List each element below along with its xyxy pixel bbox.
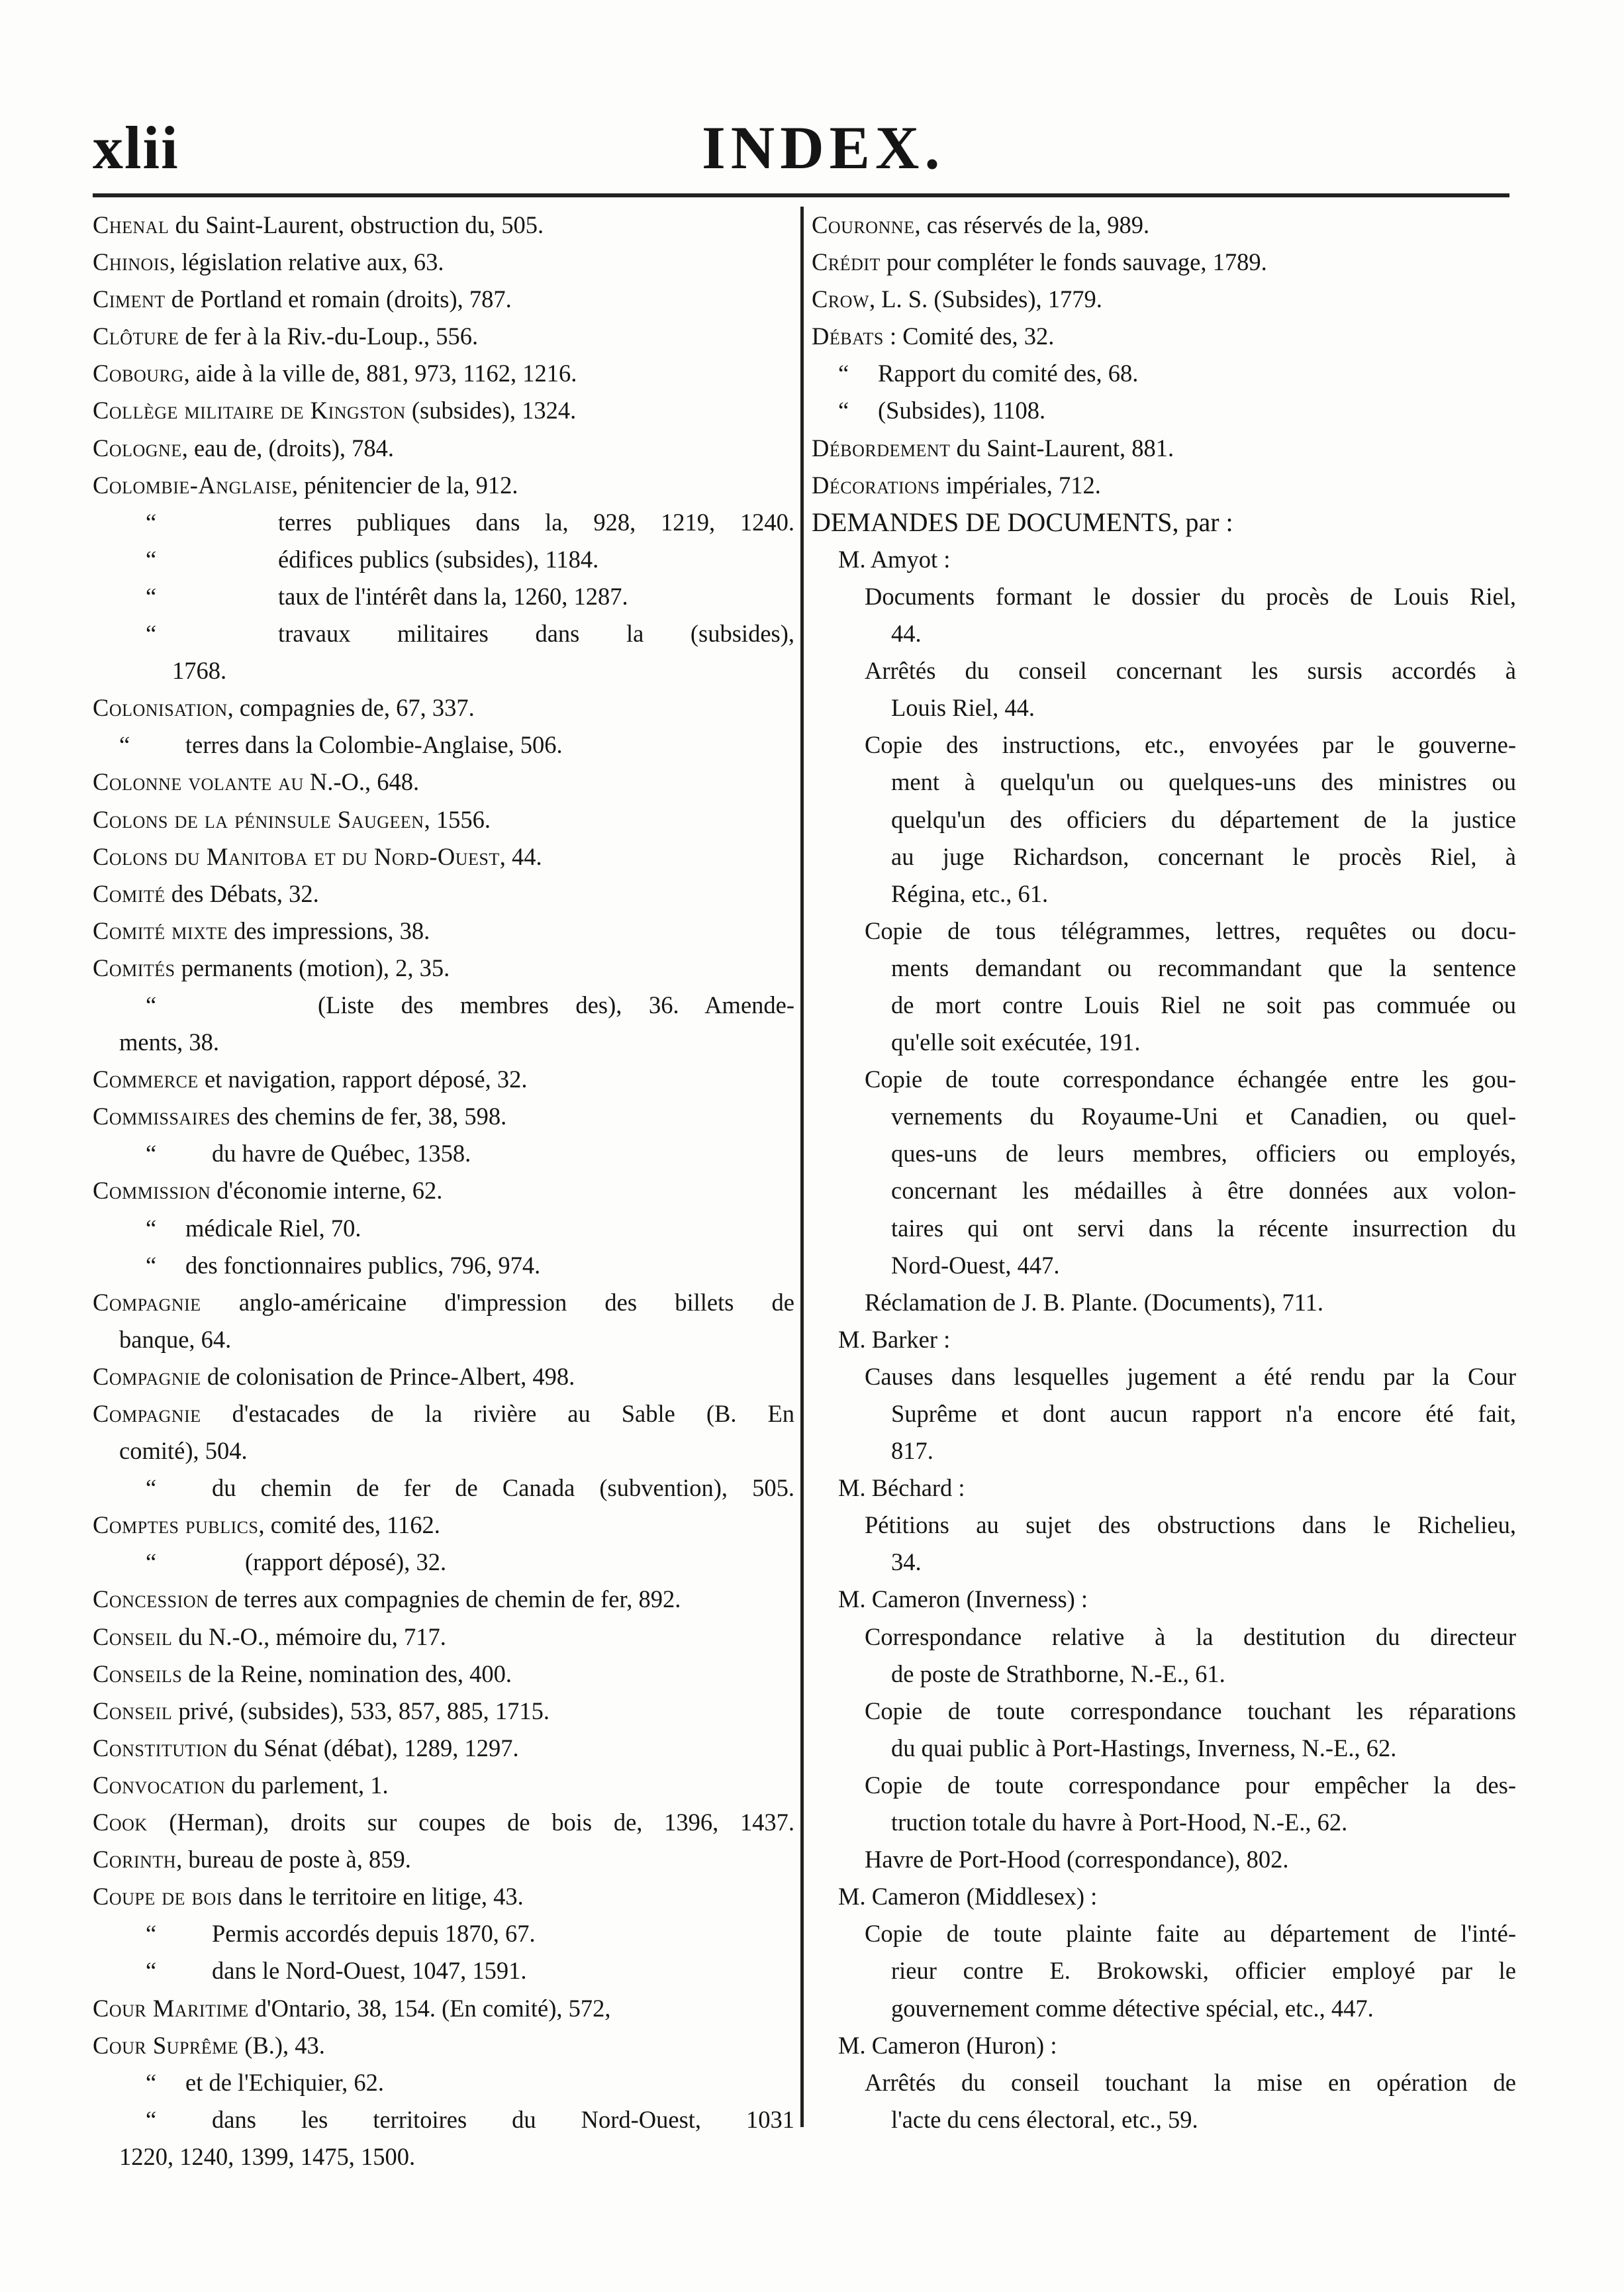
index-entry	[812, 764, 1516, 801]
index-entry	[93, 1135, 794, 1172]
index-entry	[812, 355, 1516, 392]
index-entry	[93, 392, 794, 429]
index-entry	[93, 355, 794, 392]
entry-text: , cas réservés de la, 989.	[914, 211, 1150, 238]
index-entry	[812, 1135, 1516, 1172]
index-entry	[812, 1507, 1516, 1544]
entry-text: du N.-O., mémoire du, 717.	[172, 1622, 446, 1650]
entry-keyword: Colonisation	[93, 694, 228, 722]
entry-text: de terres aux compagnies de chemin de fer, 892.	[209, 1585, 681, 1613]
index-entry	[93, 1358, 794, 1395]
entry-text: : Comité des, 32.	[883, 323, 1055, 350]
entry-text: de la Reine, nomination des, 400.	[182, 1660, 512, 1687]
index-entry	[93, 913, 794, 950]
index-entry	[93, 689, 794, 726]
entry-text: anglo-américaine d'impression des billets de	[201, 1288, 794, 1316]
index-entry	[93, 1619, 794, 1656]
index-entry	[812, 875, 1516, 913]
index-entry	[812, 467, 1516, 504]
index-entry	[812, 1284, 1516, 1321]
entry-text: qu'elle soit exécutée, 191.	[891, 1028, 1141, 1056]
entry-text: Correspondance relative à la destitution du directeur	[865, 1622, 1516, 1650]
entry-text: taux de l'intérêt dans la, 1260, 1287.	[278, 582, 628, 610]
entry-text: Copie de toute correspondance échangée entre les gou-	[865, 1066, 1516, 1093]
entry-text: , 44.	[499, 842, 542, 870]
index-entry	[812, 1544, 1516, 1581]
index-column-left	[93, 207, 794, 2175]
entry-keyword: Comités	[93, 954, 175, 981]
entry-text: privé, (subsides), 533, 857, 885, 1715.	[172, 1697, 550, 1724]
column-divider	[800, 207, 804, 2127]
index-entry	[93, 578, 794, 615]
entry-text: Havre de Port-Hood (correspondance), 802.	[865, 1846, 1289, 1873]
entry-text: gouvernement comme détective spécial, etc., 447.	[891, 1994, 1374, 2022]
index-entry	[812, 801, 1516, 838]
page-title: INDEX.	[702, 114, 945, 181]
ditto-mark: “	[146, 991, 157, 1019]
index-entry	[93, 1878, 794, 1915]
index-entry	[812, 1321, 1516, 1358]
entry-keyword: Commissaires	[93, 1103, 231, 1130]
index-entry	[812, 281, 1516, 318]
entry-text: édifices publics (subsides), 1184.	[278, 545, 599, 573]
index-entry	[812, 1915, 1516, 1952]
entry-text: N.-O., 648.	[303, 768, 420, 796]
entry-text: M. Barker :	[838, 1325, 951, 1353]
ditto-mark: “	[146, 1957, 157, 1985]
index-entry	[93, 1321, 794, 1358]
entry-text: M. Amyot :	[838, 545, 951, 573]
ditto-mark: “	[146, 2105, 157, 2133]
entry-text: , comité des, 1162.	[258, 1511, 440, 1539]
entry-text: ments, 38.	[119, 1028, 220, 1056]
entry-text: d'Ontario, 38, 154. (En comité), 572,	[248, 1994, 611, 2022]
ditto-mark: “	[146, 1214, 157, 1242]
ditto-mark: “	[146, 1251, 157, 1279]
entry-keyword: Commission	[93, 1177, 211, 1205]
entry-text: Arrêtés du conseil concernant les sursis accordés à	[865, 657, 1516, 685]
index-entry	[812, 244, 1516, 281]
ditto-mark: “	[119, 731, 130, 759]
entry-text: rieur contre E. Brokowski, officier employé par le	[891, 1957, 1516, 1985]
index-entry	[812, 1247, 1516, 1284]
index-entry	[93, 2101, 794, 2138]
ditto-mark: “	[146, 1920, 157, 1948]
entry-text: impériales, 712.	[939, 471, 1101, 499]
entry-text: M. Cameron (Inverness) :	[838, 1585, 1088, 1613]
index-entry	[93, 1693, 794, 1730]
entry-text: , 1556.	[424, 805, 491, 833]
entry-text: ment à quelqu'un ou quelques-uns des ministres ou	[891, 768, 1516, 796]
index-entry	[812, 1656, 1516, 1693]
entry-keyword: Colombie-Anglaise	[93, 471, 293, 499]
index-entry	[812, 1358, 1516, 1395]
index-entry	[812, 652, 1516, 689]
entry-text: 1220, 1240, 1399, 1475, 1500.	[119, 2142, 416, 2170]
ditto-mark: “	[146, 620, 157, 648]
ditto-mark: “	[146, 1548, 157, 1576]
entry-keyword: Débordement	[812, 434, 951, 462]
entry-keyword: Collège militaire de Kingston	[93, 397, 406, 424]
index-entry	[93, 2027, 794, 2064]
index-entry	[93, 1210, 794, 1247]
page-number: xlii	[93, 114, 179, 181]
index-entry	[812, 1470, 1516, 1507]
index-entry	[93, 244, 794, 281]
entry-keyword: Colons du Manitoba et du Nord-Ouest	[93, 842, 500, 870]
entry-keyword: Colonne volante au	[93, 768, 304, 796]
index-entry	[93, 318, 794, 355]
entry-text: taires qui ont servi dans la récente insurrection du	[891, 1214, 1516, 1242]
index-entry	[812, 1061, 1516, 1098]
index-entry	[93, 764, 794, 801]
entry-keyword: Compagnie	[93, 1288, 201, 1316]
index-entry	[93, 801, 794, 838]
index-entry	[812, 2027, 1516, 2064]
entry-keyword: Convocation	[93, 1771, 226, 1799]
index-entry	[93, 541, 794, 578]
entry-keyword: Cologne	[93, 434, 182, 462]
index-entry	[812, 726, 1516, 764]
entry-keyword: Cour Maritime	[93, 1994, 249, 2022]
entry-keyword: Cook	[93, 1809, 148, 1836]
entry-text: Copie de toute correspondance touchant les réparations	[865, 1697, 1516, 1724]
index-entry	[93, 1581, 794, 1618]
entry-text: pour compléter le fonds sauvage, 1789.	[880, 248, 1267, 276]
index-entry	[93, 1432, 794, 1470]
entry-text: d'économie interne, 62.	[211, 1177, 443, 1205]
entry-text: (Herman), droits sur coupes de bois de, 1396, 1437.	[147, 1809, 794, 1836]
entry-text: du quai public à Port-Hastings, Inverness, N.-E., 62.	[891, 1734, 1397, 1762]
entry-text: comité), 504.	[119, 1437, 248, 1465]
entry-text: dans le Nord-Ouest, 1047, 1591.	[212, 1957, 527, 1985]
index-entry	[812, 1619, 1516, 1656]
index-entry	[93, 430, 794, 467]
index-entry	[812, 1581, 1516, 1618]
entry-text: de mort contre Louis Riel ne soit pas commuée ou	[891, 991, 1516, 1019]
index-entry	[812, 1210, 1516, 1247]
index-entry	[812, 1024, 1516, 1061]
entry-text: Louis Riel, 44.	[891, 694, 1035, 722]
entry-text: Nord-Ouest, 447.	[891, 1251, 1060, 1279]
entry-text: , eau de, (droits), 784.	[181, 434, 395, 462]
entry-text: , compagnies de, 67, 337.	[227, 694, 475, 722]
index-entry	[812, 1693, 1516, 1730]
index-entry	[93, 652, 794, 689]
entry-text: des fonctionnaires publics, 796, 974.	[185, 1251, 541, 1279]
entry-keyword: Comptes publics	[93, 1511, 259, 1539]
entry-keyword: Compagnie	[93, 1362, 201, 1390]
index-entry	[93, 1284, 794, 1321]
index-entry	[812, 838, 1516, 875]
entry-text: de colonisation de Prince-Albert, 498.	[201, 1362, 575, 1390]
entry-keyword: Coupe de bois	[93, 1883, 232, 1911]
entry-text: (rapport déposé), 32.	[245, 1548, 447, 1576]
index-entry	[93, 1395, 794, 1432]
index-entry	[93, 2138, 794, 2175]
index-entry	[93, 1247, 794, 1284]
entry-text: vernements du Royaume-Uni et Canadien, ou quel-	[891, 1103, 1516, 1130]
entry-keyword: Comité mixte	[93, 917, 228, 944]
entry-keyword: Corinth	[93, 1846, 177, 1873]
entry-text: de fer à la Riv.-du-Loup., 556.	[179, 323, 479, 350]
index-entry	[93, 1098, 794, 1135]
index-entry	[93, 1841, 794, 1878]
index-entry	[93, 207, 794, 244]
entry-text: Régina, etc., 61.	[891, 879, 1049, 907]
index-entry	[812, 689, 1516, 726]
entry-text: du havre de Québec, 1358.	[212, 1140, 471, 1168]
entry-text: Permis accordés depuis 1870, 67.	[212, 1920, 536, 1948]
entry-text: , législation relative aux, 63.	[169, 248, 444, 276]
index-entry	[93, 1990, 794, 2027]
index-column-right	[812, 207, 1516, 2138]
entry-text: des Débats, 32.	[165, 879, 319, 907]
entry-keyword: Crédit	[812, 248, 881, 276]
entry-text: truction totale du havre à Port-Hood, N.-E., 62.	[891, 1809, 1348, 1836]
entry-text: terres dans la Colombie-Anglaise, 506.	[185, 731, 563, 759]
index-entry	[93, 1172, 794, 1209]
entry-text: M. Cameron (Huron) :	[838, 2031, 1057, 2059]
index-entry	[93, 1061, 794, 1098]
entry-text: , pénitencier de la, 912.	[292, 471, 518, 499]
index-entry	[812, 1804, 1516, 1841]
entry-text: Copie de tous télégrammes, lettres, requêtes ou docu-	[865, 917, 1516, 944]
entry-text: dans le territoire en litige, 43.	[232, 1883, 524, 1911]
index-entry	[812, 578, 1516, 615]
entry-keyword: Conseil	[93, 1697, 173, 1724]
index-entry	[812, 318, 1516, 355]
ditto-mark: “	[146, 1140, 157, 1168]
entry-text: ques-uns de leurs membres, officiers ou employés,	[891, 1140, 1516, 1168]
index-entry	[812, 987, 1516, 1024]
index-entry	[812, 207, 1516, 244]
entry-text: au juge Richardson, concernant le procès Riel, à	[891, 842, 1516, 870]
index-entry	[93, 1730, 794, 1767]
entry-keyword: Débats	[812, 323, 884, 350]
entry-keyword: Décorations	[812, 471, 940, 499]
entry-text: médicale Riel, 70.	[185, 1214, 361, 1242]
entry-text: (Subsides), 1108.	[878, 397, 1046, 424]
ditto-mark: “	[146, 2068, 157, 2096]
entry-keyword: Commerce	[93, 1066, 199, 1093]
entry-text: M. Cameron (Middlesex) :	[838, 1883, 1098, 1911]
index-entry	[93, 1804, 794, 1841]
entry-text: 34.	[891, 1548, 922, 1576]
entry-text: , L. S. (Subsides), 1779.	[869, 285, 1102, 313]
index-entry	[93, 1656, 794, 1693]
entry-text: du Saint-Laurent, obstruction du, 505.	[169, 211, 544, 238]
index-entry	[93, 2064, 794, 2101]
entry-text: (B.), 43.	[238, 2031, 325, 2059]
index-entry	[812, 1767, 1516, 1804]
index-entry	[93, 1767, 794, 1804]
entry-text: Copie des instructions, etc., envoyées par le gouverne-	[865, 731, 1516, 759]
ditto-mark: “	[146, 508, 157, 536]
entry-text: , aide à la ville de, 881, 973, 1162, 1216.	[183, 360, 577, 387]
entry-keyword: Conseil	[93, 1622, 173, 1650]
index-entry	[812, 1395, 1516, 1432]
index-entry	[812, 913, 1516, 950]
entry-keyword: Ciment	[93, 285, 166, 313]
entry-text: et de l'Echiquier, 62.	[185, 2068, 385, 2096]
ditto-mark: “	[146, 582, 157, 610]
index-entry	[812, 541, 1516, 578]
entry-keyword: Concession	[93, 1585, 209, 1613]
entry-text: l'acte du cens électoral, etc., 59.	[891, 2105, 1198, 2133]
entry-keyword: Crow	[812, 285, 870, 313]
entry-text: de Portland et romain (droits), 787.	[165, 285, 512, 313]
entry-text: quelqu'un des officiers du département de la justice	[891, 805, 1516, 833]
entry-text: 44.	[891, 620, 922, 648]
entry-keyword: Chenal	[93, 211, 169, 238]
index-entry	[93, 1952, 794, 1989]
entry-text: travaux militaires dans la (subsides),	[278, 620, 794, 648]
index-entry	[812, 1098, 1516, 1135]
entry-text: Documents formant le dossier du procès de Louis Riel,	[865, 582, 1516, 610]
entry-text: Arrêtés du conseil touchant la mise en opération de	[865, 2068, 1516, 2096]
index-entry	[93, 281, 794, 318]
index-entry	[93, 726, 794, 764]
entry-keyword: Chinois	[93, 248, 169, 276]
index-entry	[93, 1915, 794, 1952]
index-entry	[93, 467, 794, 504]
entry-text: d'estacades de la rivière au Sable (B. En	[201, 1400, 794, 1427]
entry-text: (subsides), 1324.	[405, 397, 577, 424]
index-entry	[93, 1507, 794, 1544]
entry-text: Pétitions au sujet des obstructions dans le Richelieu,	[865, 1511, 1516, 1539]
index-entry	[812, 1878, 1516, 1915]
entry-text: du chemin de fer de Canada (subvention), 505.	[212, 1474, 794, 1502]
entry-keyword: Colons de la péninsule Saugeen	[93, 805, 424, 833]
index-entry	[812, 1990, 1516, 2027]
index-entry	[812, 950, 1516, 987]
entry-text: Copie de toute correspondance pour empêcher la des-	[865, 1771, 1516, 1799]
entry-keyword: Constitution	[93, 1734, 228, 1762]
index-entry	[93, 1544, 794, 1581]
entry-text: 817.	[891, 1437, 933, 1465]
entry-text: permanents (motion), 2, 35.	[175, 954, 450, 981]
entry-text: des impressions, 38.	[228, 917, 430, 944]
entry-text: Réclamation de J. B. Plante. (Documents), 711.	[865, 1288, 1324, 1316]
index-entry	[93, 950, 794, 987]
index-entry	[812, 1432, 1516, 1470]
index-entry	[93, 987, 794, 1024]
entry-text: des chemins de fer, 38, 598.	[230, 1103, 507, 1130]
ditto-mark: “	[146, 545, 157, 573]
index-entry	[812, 2064, 1516, 2101]
entry-text: ments demandant ou recommandant que la sentence	[891, 954, 1516, 981]
ditto-mark: “	[838, 397, 849, 424]
index-entry	[812, 1730, 1516, 1767]
entry-keyword: Compagnie	[93, 1400, 201, 1427]
index-entry	[812, 430, 1516, 467]
entry-text: Copie de toute plainte faite au département de l'inté-	[865, 1920, 1516, 1948]
index-entry	[93, 615, 794, 652]
entry-text: , bureau de poste à, 859.	[176, 1846, 411, 1873]
entry-keyword: Conseils	[93, 1660, 183, 1687]
entry-text: dans les territoires du Nord-Ouest, 1031	[212, 2105, 794, 2133]
entry-text: du parlement, 1.	[225, 1771, 389, 1799]
index-entry	[812, 1952, 1516, 1989]
index-entry	[812, 1172, 1516, 1209]
entry-text: du Sénat (débat), 1289, 1297.	[227, 1734, 519, 1762]
entry-text: du Saint-Laurent, 881.	[950, 434, 1174, 462]
index-entry	[93, 1024, 794, 1061]
header-rule	[93, 193, 1509, 197]
ditto-mark: “	[146, 1474, 157, 1502]
entry-text: banque, 64.	[119, 1325, 232, 1353]
index-entry	[93, 838, 794, 875]
index-entry	[812, 2101, 1516, 2138]
entry-text: DEMANDES DE DOCUMENTS, par :	[812, 507, 1233, 537]
entry-text: et navigation, rapport déposé, 32.	[198, 1066, 528, 1093]
entry-keyword: Couronne	[812, 211, 915, 238]
entry-text: 1768.	[172, 657, 227, 685]
entry-keyword: Comité	[93, 879, 166, 907]
entry-keyword: Cour Suprême	[93, 2031, 239, 2059]
index-entry	[812, 392, 1516, 429]
entry-text: de poste de Strathborne, N.-E., 61.	[891, 1660, 1225, 1687]
entry-text: concernant les médailles à être données aux volon-	[891, 1177, 1516, 1205]
entry-text: Suprême et dont aucun rapport n'a encore été fait,	[891, 1400, 1516, 1427]
entry-keyword: Cobourg	[93, 360, 184, 387]
entry-text: terres publiques dans la, 928, 1219, 1240.	[278, 508, 794, 536]
index-entry	[812, 1841, 1516, 1878]
ditto-mark: “	[838, 360, 849, 387]
entry-text: (Liste des membres des), 36. Amende-	[318, 991, 794, 1019]
index-entry	[93, 875, 794, 913]
entry-keyword: Clôture	[93, 323, 179, 350]
entry-text: Rapport du comité des, 68.	[878, 360, 1139, 387]
index-entry	[93, 1470, 794, 1507]
index-entry	[812, 615, 1516, 652]
index-entry	[93, 504, 794, 541]
entry-text: Causes dans lesquelles jugement a été rendu par la Cour	[865, 1362, 1516, 1390]
entry-text: M. Béchard :	[838, 1474, 965, 1502]
index-entry	[812, 504, 1516, 541]
